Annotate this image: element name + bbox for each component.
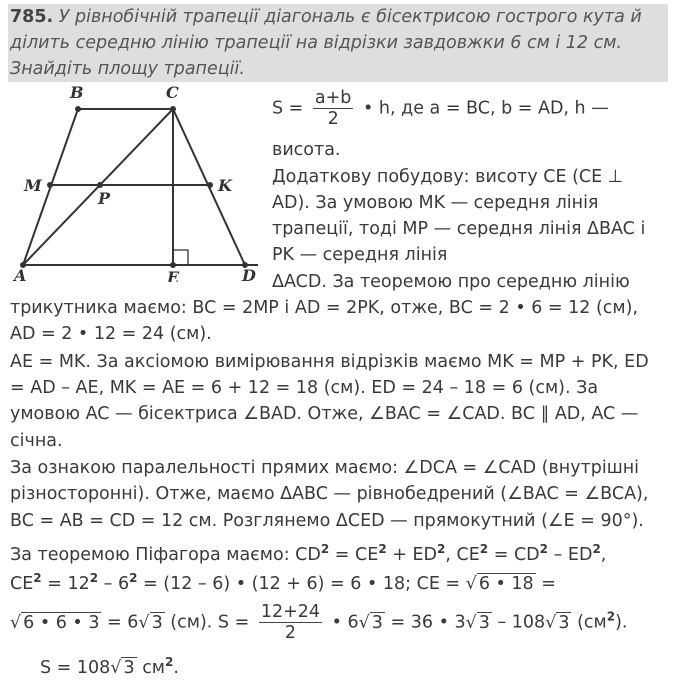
- text-line-16: [10, 566, 556, 596]
- sup-2: 2: [592, 542, 601, 556]
- t15c: + ED: [392, 544, 438, 565]
- t15g: ,: [600, 544, 607, 565]
- t15b: = CE: [334, 544, 379, 565]
- rad-3: 3: [478, 612, 490, 633]
- rad-3: 3: [371, 612, 383, 633]
- t16f: =: [541, 573, 556, 594]
- sqrt-3: √ 3: [545, 612, 570, 633]
- sup-2: 2: [378, 542, 387, 556]
- t16b: = 12: [47, 573, 90, 594]
- sup-2: 2: [320, 542, 330, 556]
- t17e: • 6: [331, 612, 359, 633]
- problem-line-1: У рівнобічній трапеції діагональ є бісектрисою гострого кута й: [58, 7, 642, 27]
- text-line-5: ΔACD. За теоремою про середню лінію: [272, 272, 630, 292]
- text-line-7: AD = 2 • 12 = 24 (см).: [10, 324, 212, 344]
- t17g: = 36 • 3: [390, 612, 466, 633]
- problem-number: 785.: [10, 7, 54, 27]
- t17i: – 108: [497, 612, 546, 633]
- t17d: (см). S =: [170, 612, 250, 633]
- t17b: = 6: [107, 612, 139, 633]
- sqrt-3: √ 3: [138, 612, 163, 633]
- area-denominator: 2: [259, 622, 322, 643]
- formula-fraction: [313, 88, 354, 129]
- formula-denominator: 2: [313, 108, 354, 129]
- text-line-11: січна.: [10, 431, 63, 451]
- label-k: K: [218, 176, 232, 195]
- sup-2: 2: [165, 655, 174, 669]
- text-line-1: Додаткову побудову: висоту CE (CE ⊥: [272, 167, 624, 187]
- rad-3: 3: [558, 612, 570, 633]
- sup-2: 2: [479, 542, 489, 556]
- sqrt-3: √ 3: [465, 612, 490, 633]
- label-b: B: [70, 83, 84, 102]
- sup-2: 2: [606, 609, 616, 624]
- area-formula: [272, 88, 609, 129]
- sup-2: 2: [89, 571, 99, 585]
- rad-3: 3: [151, 612, 163, 633]
- rad-663: 6 • 6 • 3: [23, 612, 100, 633]
- area-fraction: [259, 602, 322, 643]
- problem-line-2: ділить середню лінію трапеції на відрізки завдовжки 6 см і 12 см.: [10, 33, 623, 53]
- text-line-15: [10, 537, 606, 567]
- t18c: см: [142, 657, 166, 678]
- t16a: CE: [10, 573, 34, 594]
- sup-2: 2: [539, 542, 548, 556]
- sqrt-3: √ 3: [358, 612, 383, 633]
- label-d: D: [242, 266, 256, 282]
- text-line-17: [10, 602, 627, 643]
- text-line-2: AD). За умовою MK — середня лінія: [272, 193, 599, 213]
- t16c: – 6: [103, 573, 130, 594]
- text-line-13: різносторонні). Отже, маємо ΔABC — рівнобедрений (∠BAC = ∠BCA),: [10, 484, 649, 504]
- label-c: C: [166, 83, 179, 102]
- text-line-18: [40, 650, 179, 680]
- formula-suffix: • h, де a = BC, b = AD, h —: [363, 98, 609, 119]
- label-m: M: [24, 176, 42, 195]
- label-e: E: [167, 268, 180, 282]
- text-line-4: PK — середня лінія: [272, 245, 448, 265]
- text-line-10: умовою AC — бісектриса ∠BAD. Отже, ∠BAC = ∠CAD. BC ∥ AD, AC —: [10, 404, 639, 424]
- text-line-9: = AD – AE, MK = AE = 6 + 12 = 18 (см). ED = 24 – 18 = 6 (см). За: [10, 378, 599, 398]
- text-line-8: AE = MK. За аксіомою вимірювання відрізків маємо MK = MP + PK, ED: [10, 352, 649, 372]
- text-line-3: трапеції, тоді MP — середня лінія ΔBAC і: [272, 219, 646, 239]
- t15f: – ED: [553, 544, 593, 565]
- sqrt-6-18: √ 6 • 18: [465, 573, 534, 594]
- rad-6-18: 6 • 18: [478, 573, 534, 594]
- problem-line-3: Знайдіть площу трапеції.: [10, 59, 245, 79]
- t16d: = (12 – 6) • (12 + 6) = 6 • 18; CE =: [143, 573, 461, 594]
- rad-3: 3: [123, 657, 135, 678]
- label-a: A: [14, 266, 27, 282]
- sqrt-3: √ 3: [110, 657, 135, 678]
- sup-2: 2: [437, 542, 446, 556]
- sup-2: 2: [129, 571, 138, 585]
- formula-numerator: a+b: [314, 88, 352, 108]
- problem-statement: [8, 4, 668, 82]
- t17l: ).: [615, 612, 628, 633]
- t17k: (см: [577, 612, 607, 633]
- text-line-14: BC = AB = CD = 12 см. Розглянемо ΔCED — прямокутний (∠E = 90°).: [10, 511, 644, 531]
- text-line-6: трикутника маємо: BC = 2MP і AD = 2PK, отже, BC = 2 • 6 = 12 (см),: [10, 298, 639, 318]
- t18d: .: [173, 657, 179, 678]
- label-p: P: [98, 189, 111, 208]
- t18a: S = 108: [40, 657, 111, 678]
- sqrt-6-6-3: √ 6 • 6 • 3: [10, 612, 100, 633]
- text-line-vysota: висота.: [272, 140, 341, 160]
- sup-2: 2: [33, 571, 42, 585]
- area-numerator: 12+24: [260, 602, 321, 622]
- text-line-12: За ознакою паралельності прямих маємо: ∠DCA = ∠CAD (внутрішні: [10, 458, 640, 478]
- t15d: , CE: [445, 544, 480, 565]
- t15a: За теоремою Піфагора маємо: CD: [10, 544, 321, 565]
- trapezoid-diagram: [10, 82, 275, 282]
- formula-prefix: S =: [272, 98, 304, 119]
- t15e: = CD: [493, 544, 540, 565]
